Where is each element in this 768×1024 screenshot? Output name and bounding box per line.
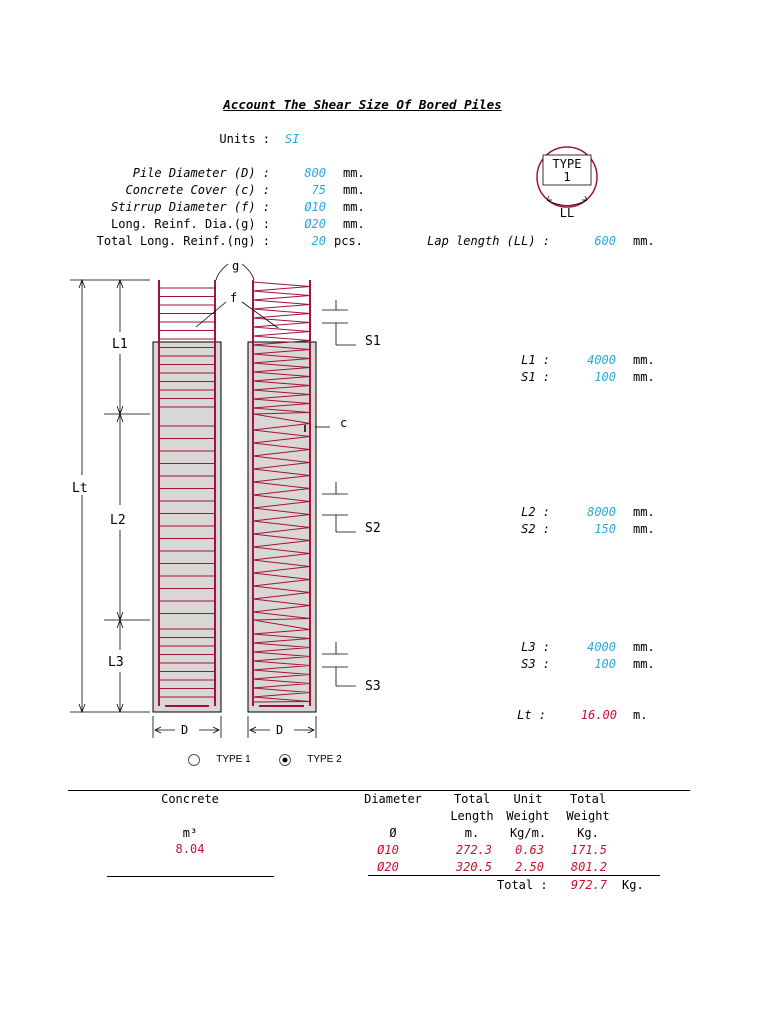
lt-unit: m. [633,708,648,722]
lap-length-label: Lap length (LL) : [427,234,550,248]
l3-value[interactable]: 4000 [587,640,616,654]
unit-weight-header-1: Unit [513,792,543,806]
radio-type1-icon[interactable] [187,753,201,767]
label-s3: S3 [365,679,381,694]
pile-diameter-label: Pile Diameter (D) : [132,166,270,180]
total-length-header-2: Length [450,809,494,823]
concrete-cover-value[interactable]: 75 [311,183,326,197]
row2-dia: Ø20 [377,860,399,874]
pile-diameter-value[interactable]: 800 [304,166,326,180]
lap-length-unit: mm. [633,234,655,248]
row2-weight: 801.2 [570,860,607,874]
stirrup-diameter-value[interactable]: Ø10 [304,200,326,214]
label-d-1: D [181,723,189,737]
type-badge-ll: LL [559,206,575,220]
long-reinf-dia-value[interactable]: Ø20 [304,217,326,231]
total-length-header-3: m. [464,826,480,840]
s1-value[interactable]: 100 [594,370,616,384]
s2-unit: mm. [633,522,655,536]
total-long-reinf-value[interactable]: 20 [311,234,326,248]
l3-unit: mm. [633,640,655,654]
radio-type1[interactable] [187,752,251,767]
row1-unit-weight: 0.63 [515,843,544,857]
l2-value[interactable]: 8000 [587,505,616,519]
units-label: Units : [219,132,270,146]
lt-label: Lt : [517,708,546,722]
total-long-reinf-label: Total Long. Reinf.(ng) : [96,234,270,248]
type-badge-line1: TYPE [552,157,582,171]
radio-type1-label: TYPE 1 [216,754,251,765]
l2-label: L2 : [521,505,550,519]
total-value: 972.7 [570,878,607,892]
total-length-header-1: Total [453,792,491,806]
s2-value[interactable]: 150 [594,522,616,536]
s3-label: S3 : [521,657,550,671]
diameter-unit: Ø [389,826,397,840]
radio-type2-icon[interactable] [278,753,292,767]
l1-value[interactable]: 4000 [587,353,616,367]
stirrup-diameter-label: Stirrup Diameter (f) : [111,200,270,214]
label-l3: L3 [108,655,124,670]
long-reinf-dia-unit: mm. [343,217,365,231]
label-f: f [230,291,238,305]
table-top-rule [68,790,690,791]
s3-unit: mm. [633,657,655,671]
label-s2: S2 [365,521,381,536]
long-reinf-dia-label: Long. Reinf. Dia.(g) : [111,217,270,231]
label-l2: L2 [110,513,126,528]
s1-label: S1 : [521,370,550,384]
radio-type2[interactable] [278,752,342,767]
label-l1: L1 [112,337,128,352]
total-unit: Kg. [622,878,644,892]
l1-unit: mm. [633,353,655,367]
l2-unit: mm. [633,505,655,519]
label-s1: S1 [365,334,381,349]
concrete-rule [107,876,274,877]
total-label: Total : [497,878,548,892]
l3-label: L3 : [521,640,550,654]
label-lt: Lt [72,481,88,496]
lap-length-value[interactable]: 600 [594,234,616,248]
rebar-rule [368,875,660,876]
unit-weight-header-2: Weight [506,809,550,823]
label-g: g [232,259,240,273]
s1-unit: mm. [633,370,655,384]
row2-length: 320.5 [455,860,492,874]
radio-type2-label: TYPE 2 [307,754,342,765]
l1-label: L1 : [521,353,550,367]
unit-weight-header-3: Kg/m. [509,826,547,840]
page-title: Account The Shear Size Of Bored Piles [223,97,502,112]
lt-value: 16.00 [580,708,617,722]
total-weight-header-2: Weight [566,809,610,823]
total-long-reinf-unit: pcs. [334,234,363,248]
label-c: c [340,416,348,430]
row1-weight: 171.5 [570,843,607,857]
label-d-2: D [276,723,284,737]
s2-label: S2 : [521,522,550,536]
row2-unit-weight: 2.50 [515,860,544,874]
type-badge-line2: 1 [563,170,571,184]
units-value[interactable]: SI [285,132,300,146]
total-weight-header-3: Kg. [577,826,599,840]
type-badge-icon [525,145,625,225]
stirrup-diameter-unit: mm. [343,200,365,214]
pile-diameter-unit: mm. [343,166,365,180]
concrete-cover-unit: mm. [343,183,365,197]
s3-value[interactable]: 100 [594,657,616,671]
concrete-cover-label: Concrete Cover (c) : [125,183,270,197]
concrete-unit: m³ [182,826,198,840]
diameter-header: Diameter [364,792,422,806]
concrete-header: Concrete [161,792,219,806]
row1-length: 272.3 [455,843,492,857]
row1-dia: Ø10 [377,843,399,857]
pile1-concrete [153,342,221,712]
total-weight-header-1: Total [569,792,607,806]
pile-diagram [0,250,420,750]
concrete-value: 8.04 [175,842,205,856]
